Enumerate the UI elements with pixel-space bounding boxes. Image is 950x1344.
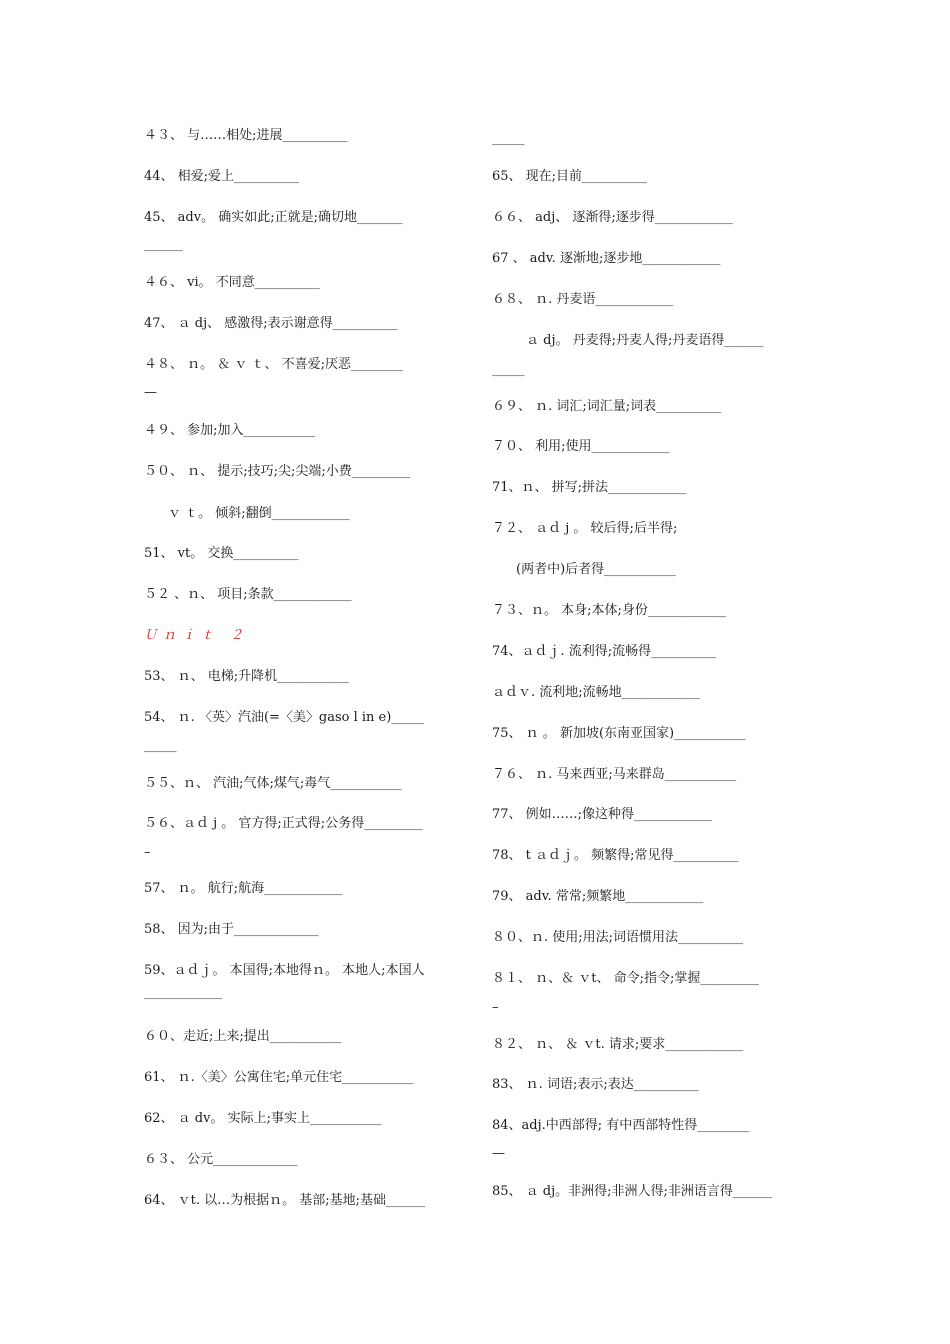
entry-47: 47、 ａ dj、 感激得;表示谢意得__________	[144, 316, 398, 331]
entry-75: 75、 ｎ 。 新加坡(东南亚国家)___________	[492, 726, 746, 741]
entry-46: ４６、 vi。 不同意__________	[144, 275, 320, 290]
entry-45-continuation: ______	[144, 237, 183, 252]
entry-72: ７２、 ａｄ j 。 较后得;后半得;	[492, 521, 678, 536]
entry-44: 44、 相爱;爱上__________	[144, 169, 300, 184]
entry-84: 84、adj.中西部得; 有中西部特性得________	[492, 1118, 750, 1133]
entry-54-continuation: _____	[144, 738, 177, 753]
entry-52: ５２ 、ｎ、 项目;条款____________	[144, 587, 352, 602]
entry-77: 77、 例如……;像这种得____________	[492, 807, 713, 822]
entry-59: 59、ａｄｊ。 本国得;本地得ｎ。 本地人;本国人____________	[144, 963, 425, 1000]
entry-74-adverb: ａｄｖ. 流利地;流畅地____________	[492, 685, 700, 700]
entry-61: 61、 ｎ.〈美〉公寓住宅;单元住宅___________	[144, 1070, 414, 1085]
entry-84-continuation: —	[492, 1146, 505, 1161]
entry-85: 85、 ａ dj。非洲得;非洲人得;非洲语言得______	[492, 1184, 772, 1199]
entry-50-verb: ｖ ｔ。 倾斜;翻倒____________	[168, 506, 350, 521]
entry-45: 45、 adv。 确实如此;正就是;确切地_______	[144, 210, 403, 225]
entry-68: ６８、 ｎ. 丹麦语____________	[492, 292, 674, 307]
entry-57: 57、 ｎ。 航行;航海____________	[144, 881, 343, 896]
entry-65: 65、 现在;目前__________	[492, 169, 648, 184]
entry-43: ４３、 与……相处;进展__________	[144, 128, 348, 143]
entry-53: 53、 ｎ、 电梯;升降机___________	[144, 669, 349, 684]
entry-49: ４９、 参加;加入___________	[144, 423, 316, 438]
entry-71: 71、ｎ、 拼写;拼法____________	[492, 480, 687, 495]
entry-62: 62、 ａ dv。 实际上;事实上___________	[144, 1111, 382, 1126]
entry-60: ６０、走近;上来;提出___________	[144, 1029, 342, 1044]
entry-74: 74、ａｄｊ. 流利得;流畅得__________	[492, 644, 717, 659]
entry-72-continuation: (两者中)后者得___________	[516, 562, 676, 577]
entry-79: 79、 adv. 常常;频繁地____________	[492, 889, 704, 904]
entry-48-continuation: —	[144, 385, 157, 400]
entry-58: 58、 因为;由于_____________	[144, 922, 319, 937]
entry-56: ５６、ａｄ j 。 官方得;正式得;公务得_________	[144, 816, 423, 831]
entry-67: 67 、 adv. 逐渐地;逐步地____________	[492, 251, 721, 266]
entry-81-continuation: –	[492, 1000, 499, 1015]
entry-81: ８１、 ｎ、＆ ｖt、 命令;指令;掌握_________	[492, 971, 759, 986]
entry-73: ７３、ｎ。 本身;本体;身份____________	[492, 603, 726, 618]
entry-78: 78、 t ａｄｊ。 频繁得;常见得__________	[492, 848, 739, 863]
entry-68-continuation: _____	[492, 362, 525, 377]
entry-68-adjective: ａ dj。 丹麦得;丹麦人得;丹麦语得______	[526, 333, 764, 348]
entry-56-continuation: –	[144, 845, 151, 860]
unit-heading: Ｕｎｉｔ ２	[144, 628, 250, 643]
entry-51: 51、 vt。 交换__________	[144, 546, 299, 561]
entry-83: 83、 ｎ. 词语;表示;表达__________	[492, 1077, 699, 1092]
entry-63: ６３、 公元_____________	[144, 1152, 298, 1167]
entry-69: ６９、 ｎ. 词汇;词汇量;词表__________	[492, 399, 722, 414]
entry-54: 54、 ｎ. 〈英〉汽油(=〈美〉gaso l in e)_____	[144, 710, 424, 725]
entry-55: ５５、ｎ、 汽油;气体;煤气;毒气___________	[144, 776, 402, 791]
entry-82: ８２、 ｎ、 ＆ ｖt. 请求;要求____________	[492, 1037, 744, 1052]
entry-50: ５０、 ｎ、 提示;技巧;尖;尖端;小费_________	[144, 464, 411, 479]
entry-80: ８０、ｎ. 使用;用法;词语惯用法__________	[492, 930, 744, 945]
entry-64: 64、 ｖt. 以…为根据ｎ。 基部;基地;基础______	[144, 1193, 426, 1208]
entry-64-continuation: _____	[492, 131, 525, 146]
entry-48: ４８、 ｎ。 ＆ ｖ ｔ、 不喜爱;厌恶________	[144, 357, 404, 372]
entry-66: ６６、 adj、 逐渐得;逐步得____________	[492, 210, 733, 225]
entry-70: ７０、 利用;使用____________	[492, 439, 670, 454]
entry-76: ７６、 ｎ. 马来西亚;马来群岛___________	[492, 767, 737, 782]
